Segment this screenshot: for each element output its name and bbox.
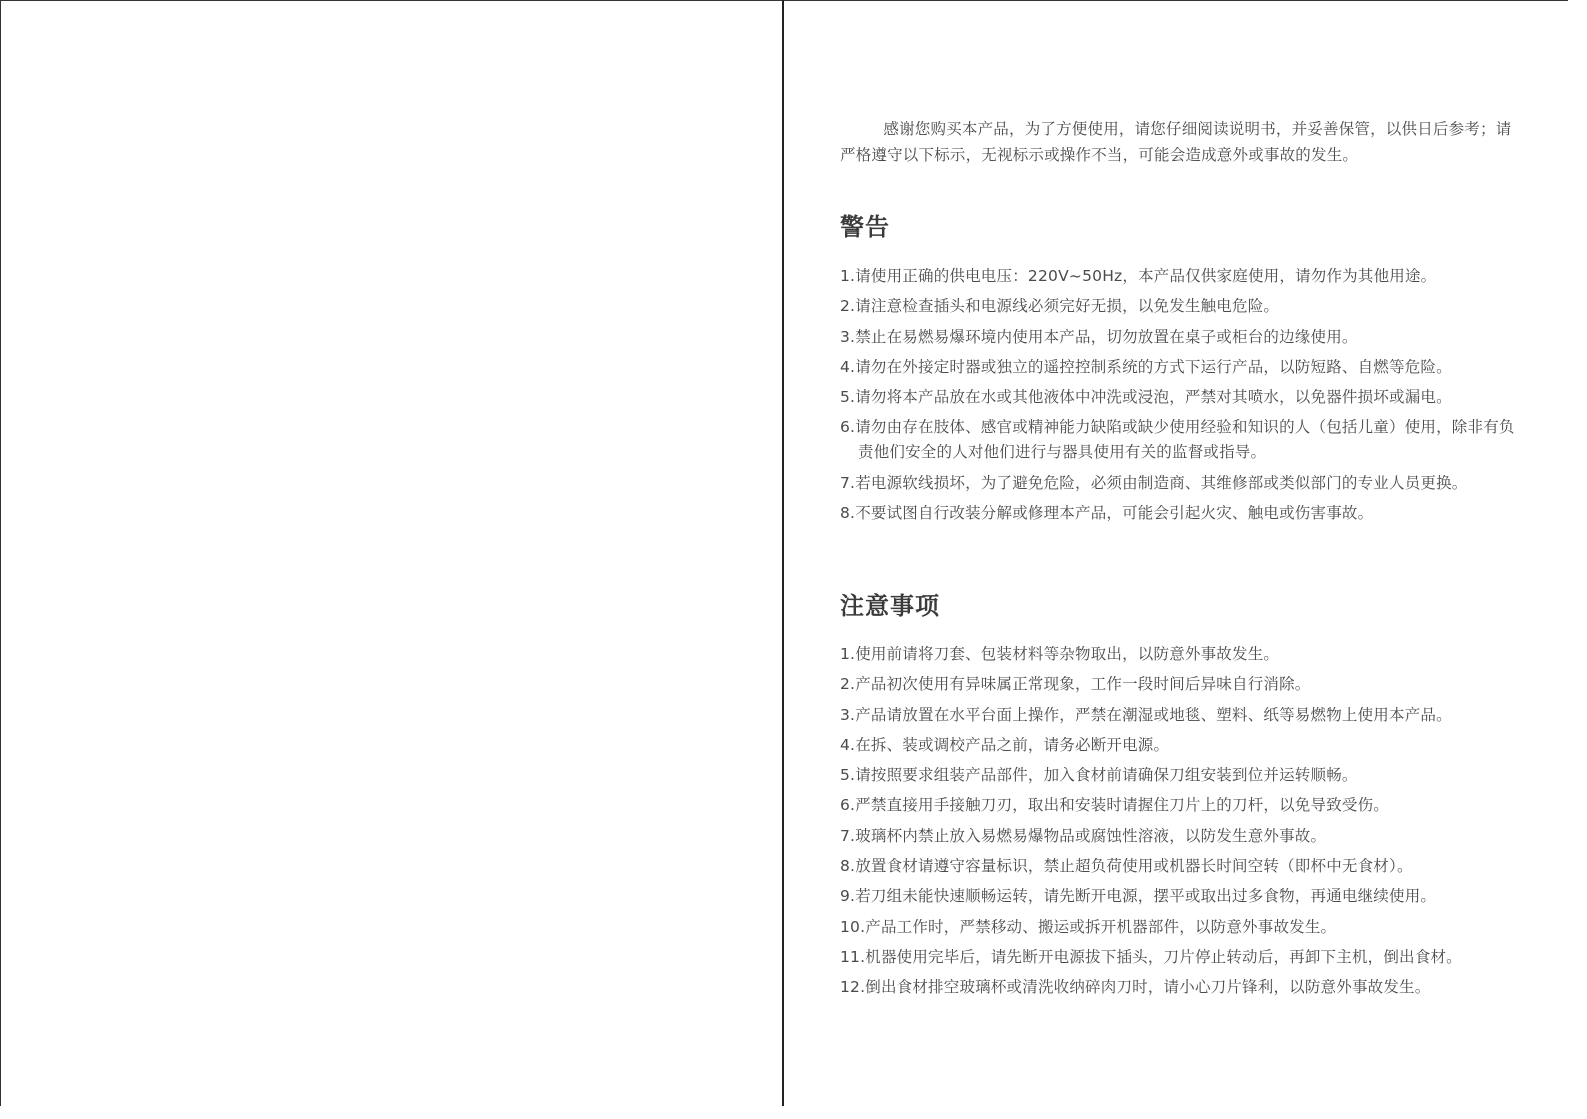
warning-list: [840, 264, 1520, 531]
warning-item: 6.请勿由存在肢体、感官或精神能力缺陷或缺少使用经验和知识的人（包括儿童）使用，除非有负责他们安全的人对他们进行与器具使用有关的监督或指导。: [840, 418, 1515, 462]
warning-item: 2.请注意检查插头和电源线必须完好无损，以免发生触电危险。: [840, 297, 1280, 316]
notes-title: 注意事项: [840, 592, 940, 620]
intro-paragraph: 感谢您购买本产品，为了方便使用，请您仔细阅读说明书，并妥善保管，以供日后参考；请严格遵守以下标示，无视标示或操作不当，可能会造成意外或事故的发生。: [840, 120, 1512, 164]
note-item: 3.产品请放置在水平台面上操作，严禁在潮湿或地毯、塑料、纸等易燃物上使用本产品。: [840, 705, 1452, 724]
right-page: [784, 1, 1568, 1105]
note-item: 11.机器使用完毕后，请先断开电源拔下插头，刀片停止转动后，再卸下主机，倒出食材。: [840, 947, 1462, 966]
note-item: 4.在拆、装或调校产品之前，请务必断开电源。: [840, 735, 1170, 754]
warning-item: 3.禁止在易燃易爆环境内使用本产品，切勿放置在桌子或柜台的边缘使用。: [840, 327, 1358, 346]
note-item: 6.严禁直接用手接触刀刃，取出和安装时请握住刀片上的刀杆，以免导致受伤。: [840, 796, 1389, 815]
note-item: 8.放置食材请遵守容量标识，禁止超负荷使用或机器长时间空转（即杯中无食材）。: [840, 857, 1413, 876]
warning-title: 警告: [840, 213, 890, 241]
left-page-blank: [1, 1, 781, 1105]
warning-item: 5.请勿将本产品放在水或其他液体中冲洗或浸泡，严禁对其喷水，以免器件损坏或漏电。: [840, 388, 1452, 407]
warning-item: 8.不要试图自行改装分解或修理本产品，可能会引起火灾、触电或伤害事故。: [840, 504, 1374, 523]
note-item: 2.产品初次使用有异味属正常现象，工作一段时间后异味自行消除。: [840, 675, 1311, 694]
note-item: 12.倒出食材排空玻璃杯或清洗收纳碎肉刀时，请小心刀片锋利，以防意外事故发生。: [840, 978, 1431, 997]
note-item: 9.若刀组未能快速顺畅运转，请先断开电源，摆平或取出过多食物，再通电继续使用。: [840, 887, 1437, 906]
note-item: 10.产品工作时，严禁移动、搬运或拆开机器部件，以防意外事故发生。: [840, 917, 1337, 936]
notes-list: [840, 642, 1520, 1006]
warning-item: 1.请使用正确的供电电压：220V~50Hz，本产品仅供家庭使用，请勿作为其他用途。: [840, 267, 1437, 285]
note-item: 5.请按照要求组装产品部件，加入食材前请确保刀组安装到位并运转顺畅。: [840, 766, 1358, 785]
warning-item: 7.若电源软线损坏，为了避免危险，必须由制造商、其维修部或类似部门的专业人员更换。: [840, 473, 1468, 492]
note-item: 7.玻璃杯内禁止放入易燃易爆物品或腐蚀性溶液，以防发生意外事故。: [840, 826, 1327, 845]
warning-item: 4.请勿在外接定时器或独立的遥控控制系统的方式下运行产品，以防短路、自燃等危险。: [840, 357, 1452, 376]
note-item: 1.使用前请将刀套、包装材料等杂物取出，以防意外事故发生。: [840, 645, 1280, 663]
